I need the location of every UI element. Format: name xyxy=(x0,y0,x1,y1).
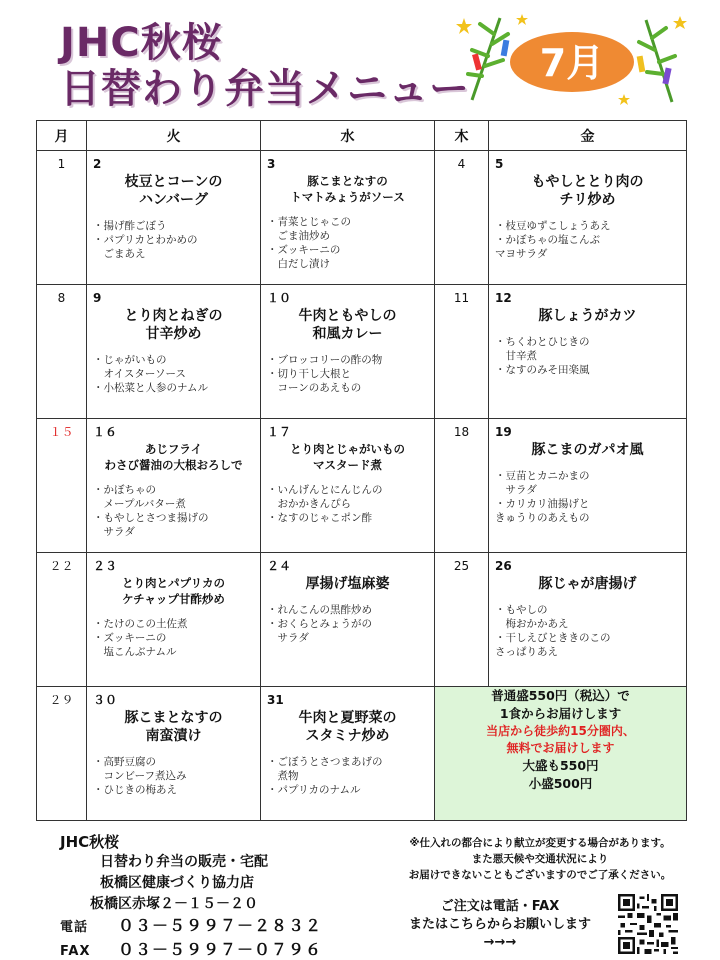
main-dish: 豚こまとなすの 南蛮漬け xyxy=(124,710,223,744)
day-number: 11 xyxy=(453,291,470,305)
day-number: 12 xyxy=(495,291,512,305)
pricing-info-box xyxy=(435,687,687,821)
main-dish: 豚じゃが唐揚げ xyxy=(538,576,637,592)
day-number: 25 xyxy=(453,559,470,573)
side-dishes: ・れんこんの黒酢炒め ・おくらとみょうがの サラダ xyxy=(267,604,372,644)
menu-calendar xyxy=(36,120,687,821)
day-cell xyxy=(435,419,489,553)
info-delivery-area: 当店から徒歩約15分圏内、 xyxy=(486,724,635,738)
phone-number[interactable]: ０３－５９９７－２８３２ xyxy=(118,916,323,935)
day-number: 19 xyxy=(495,425,512,439)
side-dishes: ・ちくわとひじきの 甘辛煮 ・なすのみそ田楽風 xyxy=(495,336,590,376)
side-dishes: ・かぼちゃの メープルバター煮 ・もやしとさつま揚げの サラダ xyxy=(93,484,209,538)
notice-line-3: お届けできないこともございますのでご了承ください。 xyxy=(408,869,672,881)
month-badge xyxy=(452,10,692,110)
title-line-1: JHC秋桜 xyxy=(60,20,223,66)
side-dishes: ・枝豆ゆずこしょうあえ ・かぼちゃの塩こんぶ マヨサラダ xyxy=(495,220,611,260)
notice xyxy=(380,835,700,883)
side-dishes: ・高野豆腐の コンビーフ煮込み ・ひじきの梅あえ xyxy=(93,756,187,796)
notice-line-1: ※仕入れの都合により献立が変更する場合があります。 xyxy=(409,837,671,849)
day-number: ２４ xyxy=(267,559,292,573)
order-arrows: →→→ xyxy=(483,935,517,950)
day-cell xyxy=(435,151,489,285)
week-row xyxy=(37,553,687,687)
day-number: 3 xyxy=(267,157,276,171)
main-dish: 枝豆とコーンの ハンバーグ xyxy=(124,174,223,208)
side-dishes: ・豆苗とカニかまの サラダ ・カリカリ油揚げと きゅうりのあえもの xyxy=(495,470,590,524)
day-cell xyxy=(37,553,87,687)
day-cell xyxy=(87,419,261,553)
day-number: 4 xyxy=(457,157,466,171)
week-row xyxy=(37,687,687,821)
qr-code-icon[interactable] xyxy=(618,894,678,954)
day-cell xyxy=(261,151,435,285)
main-dish: とり肉とじゃがいもの マスタード煮 xyxy=(290,442,405,472)
day-number: 31 xyxy=(267,693,284,707)
day-cell xyxy=(489,419,687,553)
week-row xyxy=(37,419,687,553)
day-cell xyxy=(261,553,435,687)
day-number: 26 xyxy=(495,559,512,573)
day-cell xyxy=(87,285,261,419)
main-dish: 牛肉ともやしの 和風カレー xyxy=(298,308,397,342)
order-line-1: ご注文は電話・FAX xyxy=(440,899,560,914)
fax-label: FAX xyxy=(60,944,91,959)
week-row xyxy=(37,151,687,285)
day-cell xyxy=(87,151,261,285)
day-cell xyxy=(87,687,261,821)
order-line-2: またはこちらからお願いします xyxy=(408,917,591,932)
day-number: ３０ xyxy=(93,693,118,707)
notice-line-2: また悪天候や交通状況により xyxy=(471,853,609,865)
phone-label: 電話 xyxy=(60,920,89,935)
day-number: 1 xyxy=(57,157,66,171)
day-number: 9 xyxy=(93,291,102,305)
page-title xyxy=(60,20,470,112)
day-number: 5 xyxy=(495,157,504,171)
weekday-fri: 金 xyxy=(489,121,687,151)
day-number: ２２ xyxy=(49,559,74,573)
info-min-order: 1食からお届けします xyxy=(499,706,622,721)
phone-row xyxy=(60,915,322,939)
info-small-price: 小盛500円 xyxy=(528,776,593,791)
day-cell xyxy=(261,419,435,553)
main-dish: 豚こまとなすの トマトみょうがソース xyxy=(290,174,405,204)
main-dish: 豚こまのガパオ風 xyxy=(531,442,644,458)
day-cell xyxy=(489,151,687,285)
day-number: 2 xyxy=(93,157,102,171)
day-cell xyxy=(87,553,261,687)
main-dish: とり肉とねぎの 甘辛炒め xyxy=(124,308,223,342)
day-cell xyxy=(37,285,87,419)
weekday-wed: 水 xyxy=(261,121,435,151)
day-cell xyxy=(261,285,435,419)
side-dishes: ・揚げ酢ごぼう ・パプリカとわかめの ごまあえ xyxy=(93,220,198,260)
day-number: ２３ xyxy=(93,559,118,573)
day-cell xyxy=(37,151,87,285)
day-number: １７ xyxy=(267,425,292,439)
weekday-mon: 月 xyxy=(37,121,87,151)
month-label: 7月 xyxy=(539,41,605,85)
shop-name: JHC秋桜 xyxy=(60,833,120,851)
main-dish: もやしととり肉の チリ炒め xyxy=(531,174,644,208)
week-row xyxy=(37,285,687,419)
shop-info xyxy=(60,832,322,960)
day-cell xyxy=(489,553,687,687)
side-dishes: ・ブロッコリーの酢の物 ・切り干し大根と コーンのあえもの xyxy=(267,354,383,394)
main-dish: 厚揚げ塩麻婆 xyxy=(305,576,390,592)
day-cell xyxy=(435,553,489,687)
shop-address: 板橋区赤塚２－１５－２０ xyxy=(90,896,258,912)
day-number: １０ xyxy=(267,291,292,305)
shop-service: 日替わり弁当の販売・宅配 xyxy=(100,854,268,870)
info-large-price: 大盛も550円 xyxy=(522,758,599,773)
side-dishes: ・青菜とじゃこの ごま油炒め ・ズッキーニの 白だし漬け xyxy=(267,216,351,270)
weekday-header-row xyxy=(37,121,687,151)
day-cell xyxy=(37,687,87,821)
fax-row xyxy=(60,939,322,960)
info-price-line: 普通盛550円（税込）で xyxy=(491,688,630,703)
weekday-thu: 木 xyxy=(435,121,489,151)
side-dishes: ・じゃがいもの オイスターソース ・小松菜と人参のナムル xyxy=(93,354,208,394)
day-number: 18 xyxy=(453,425,470,439)
main-dish: 豚しょうがカツ xyxy=(538,308,637,324)
day-cell xyxy=(435,285,489,419)
day-number: １６ xyxy=(93,425,118,439)
order-info xyxy=(380,898,620,952)
side-dishes: ・いんげんとにんじんの おかかきんぴら ・なすのじゃこポン酢 xyxy=(267,484,383,524)
info-free-delivery: 無料でお届けします xyxy=(506,741,615,755)
holiday-day-number: １５ xyxy=(49,425,74,439)
fax-number: ０３－５９９７－０７９６ xyxy=(118,940,323,959)
side-dishes: ・たけのこの土佐煮 ・ズッキーニの 塩こんぶナムル xyxy=(93,618,188,658)
day-number: ２９ xyxy=(49,693,74,707)
day-cell xyxy=(489,285,687,419)
side-dishes: ・ごぼうとさつまあげの 煮物 ・パプリカのナムル xyxy=(267,756,383,796)
title-line-2: 日替わり弁当メニュー xyxy=(60,66,470,112)
main-dish: 牛肉と夏野菜の スタミナ炒め xyxy=(298,710,397,744)
main-dish: あじフライ わさび醤油の大根おろしで xyxy=(104,442,243,472)
weekday-tue: 火 xyxy=(87,121,261,151)
day-cell xyxy=(37,419,87,553)
shop-org: 板橋区健康づくり協力店 xyxy=(100,875,254,891)
main-dish: とり肉とパプリカの ケチャップ甘酢炒め xyxy=(122,576,225,606)
day-number: 8 xyxy=(57,291,66,305)
day-cell xyxy=(261,687,435,821)
side-dishes: ・もやしの 梅おかかあえ ・干しえびとききのこの さっぱりあえ xyxy=(495,604,611,658)
